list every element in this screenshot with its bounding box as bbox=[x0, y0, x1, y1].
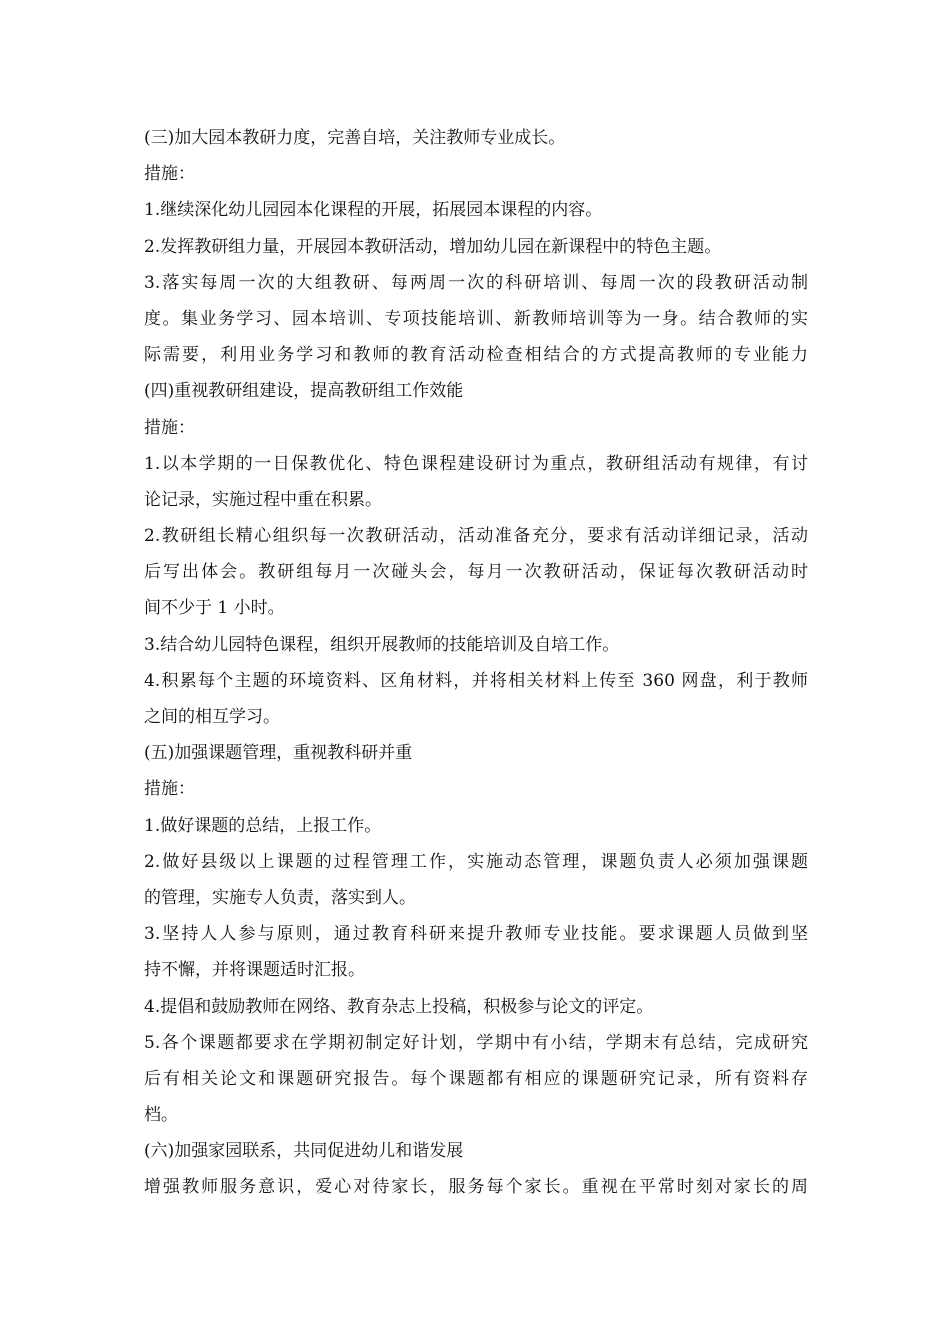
measures-label: 措施： bbox=[144, 417, 195, 438]
document-body bbox=[144, 120, 808, 1206]
section-heading-5: (五)加强课题管理，重视教科研并重 bbox=[144, 743, 413, 764]
paragraph-line: 后写出体会。教研组每月一次碰头会，每月一次教研活动，保证每次教研活动时 bbox=[144, 562, 808, 583]
paragraph-line: 3.落实每周一次的大组教研、每两周一次的科研培训、每周一次的段教研活动制 bbox=[144, 272, 808, 293]
paragraph-line: 1.做好课题的总结，上报工作。 bbox=[144, 815, 382, 836]
paragraph-line: 度。集业务学习、园本培训、专项技能培训、新教师培训等为一身。结合教师的实 bbox=[144, 308, 808, 329]
paragraph-line: 2.做好县级以上课题的过程管理工作，实施动态管理，课题负责人必须加强课题 bbox=[144, 851, 808, 872]
paragraph-line: 的管理，实施专人负责，落实到人。 bbox=[144, 887, 416, 908]
paragraph-line: 1.以本学期的一日保教优化、特色课程建设研讨为重点，教研组活动有规律，有讨 bbox=[144, 453, 808, 474]
paragraph-line: 档。 bbox=[144, 1105, 178, 1126]
measures-label: 措施： bbox=[144, 164, 195, 185]
section-heading-6: (六)加强家园联系，共同促进幼儿和谐发展 bbox=[144, 1141, 464, 1162]
paragraph-line: 持不懈，并将课题适时汇报。 bbox=[144, 960, 365, 981]
measures-label: 措施： bbox=[144, 779, 195, 800]
paragraph-line: 后有相关论文和课题研究报告。每个课题都有相应的课题研究记录，所有资料存 bbox=[144, 1068, 808, 1089]
section-heading-4: (四)重视教研组建设，提高教研组工作效能 bbox=[144, 381, 464, 402]
paragraph-line: 5.各个课题都要求在学期初制定好计划，学期中有小结，学期末有总结，完成研究 bbox=[144, 1032, 808, 1053]
paragraph-line: 际需要，利用业务学习和教师的教育活动检查相结合的方式提高教师的专业能力 bbox=[144, 345, 808, 366]
paragraph-line: 3.坚持人人参与原则，通过教育科研来提升教师专业技能。要求课题人员做到坚 bbox=[144, 924, 808, 945]
paragraph-line: 2.教研组长精心组织每一次教研活动，活动准备充分，要求有活动详细记录，活动 bbox=[144, 526, 808, 547]
paragraph-line: 1.继续深化幼儿园园本化课程的开展，拓展园本课程的内容。 bbox=[144, 200, 603, 221]
paragraph-line: 增强教师服务意识，爱心对待家长，服务每个家长。重视在平常时刻对家长的周 bbox=[144, 1177, 808, 1198]
paragraph-line: 4.积累每个主题的环境资料、区角材料，并将相关材料上传至 360 网盘，利于教师 bbox=[144, 670, 808, 691]
paragraph-line: 3.结合幼儿园特色课程，组织开展教师的技能培训及自培工作。 bbox=[144, 634, 620, 655]
paragraph-line: 论记录，实施过程中重在积累。 bbox=[144, 489, 382, 510]
paragraph-line: 之间的相互学习。 bbox=[144, 707, 280, 727]
paragraph-line: 间不少于 1 小时。 bbox=[144, 598, 285, 619]
section-heading-3: (三)加大园本教研力度，完善自培，关注教师专业成长。 bbox=[144, 128, 566, 148]
paragraph-line: 4.提倡和鼓励教师在网络、教育杂志上投稿，积极参与论文的评定。 bbox=[144, 996, 654, 1017]
paragraph-line: 2.发挥教研组力量，开展园本教研活动，增加幼儿园在新课程中的特色主题。 bbox=[144, 236, 722, 257]
